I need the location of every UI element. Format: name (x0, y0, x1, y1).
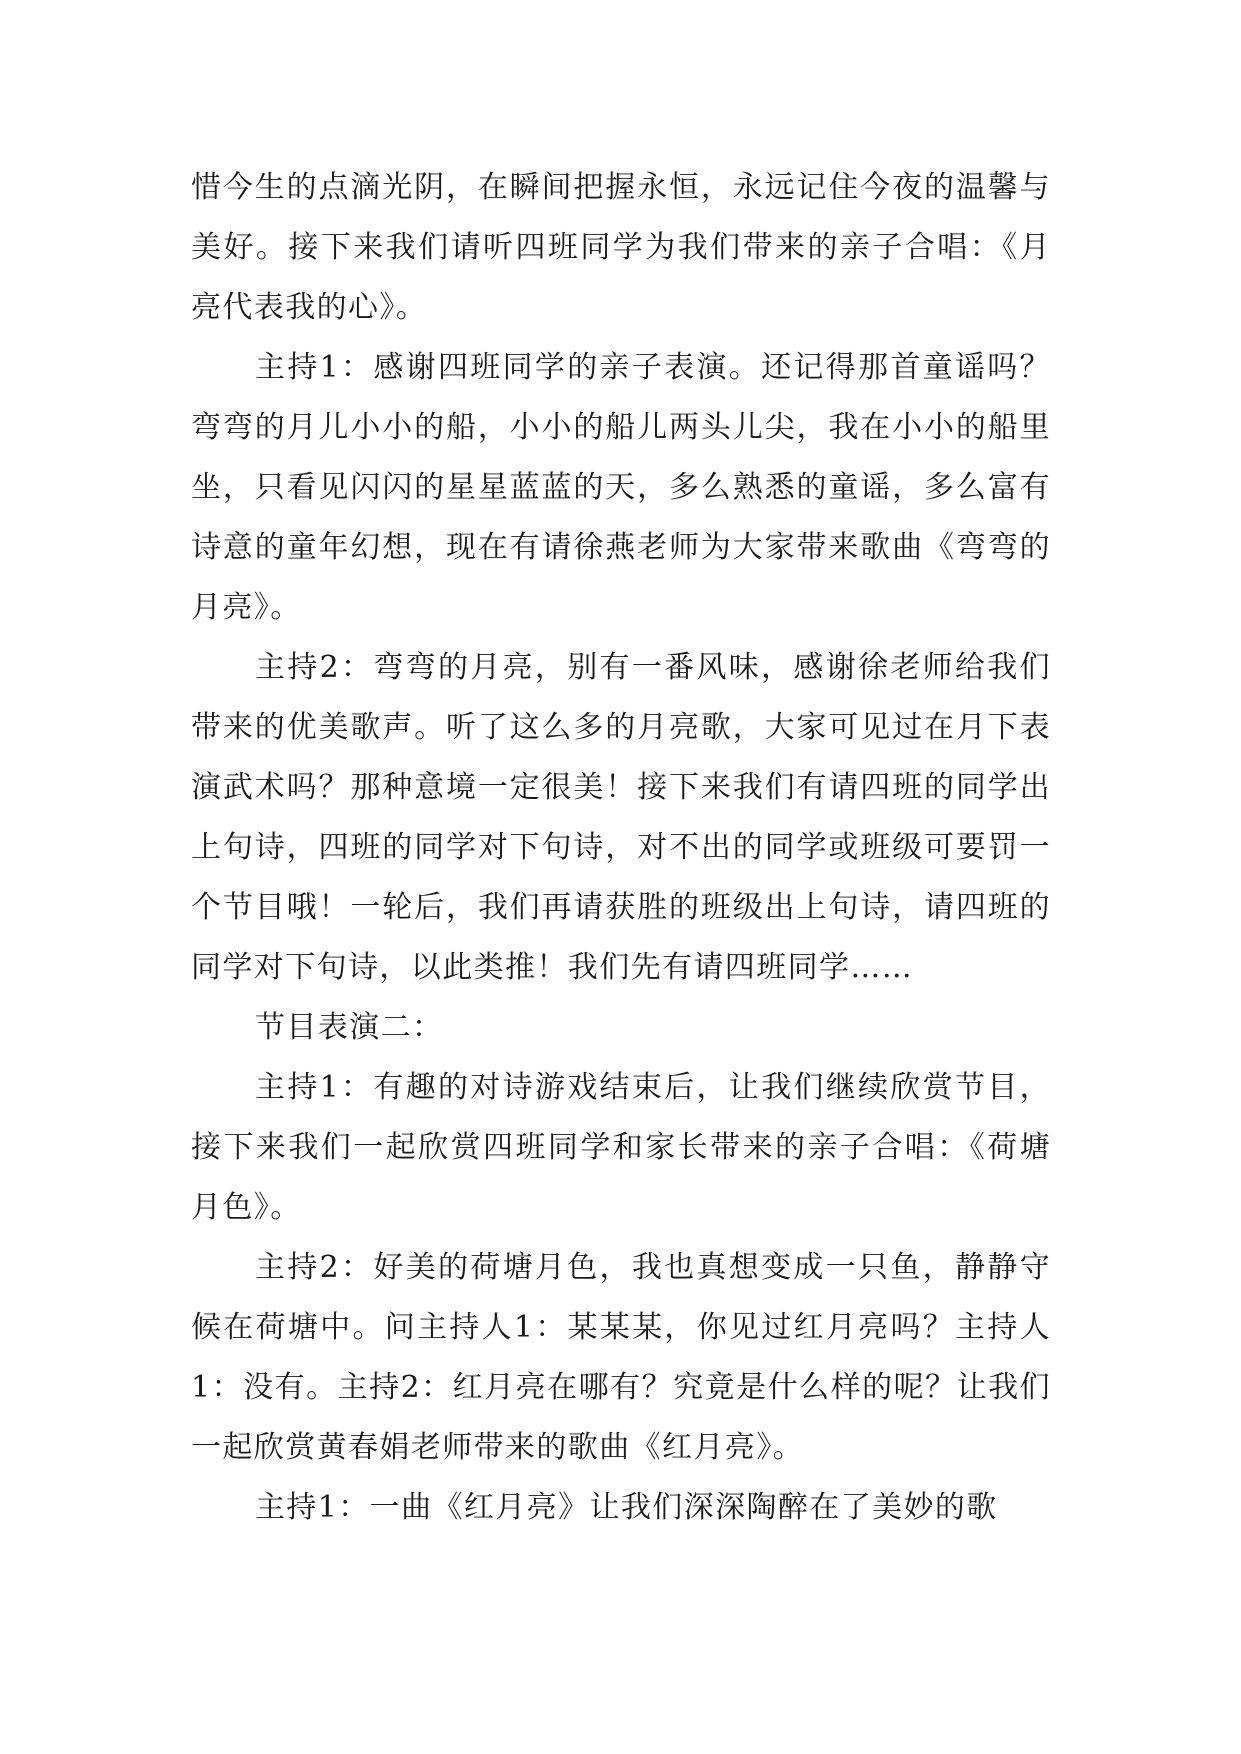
paragraph-3: 主持2：弯弯的月亮，别有一番风味，感谢徐老师给我们带来的优美歌声。听了这么多的月亮歌，大家可见过在月下表演武术吗？那种意境一定很美！接下来我们有请四班的同学出上句诗，四班的同学对下句诗，对不出的同学或班级可要罚一个节目哦！一轮后，我们再请获胜的班级出上句诗，请四班的同学对下句诗，以此类推！我们先有请四班同学…… (191, 650, 1051, 985)
paragraph-5: 主持1：有趣的对诗游戏结束后，让我们继续欣赏节目，接下来我们一起欣赏四班同学和家长带来的亲子合唱：《荷塘月色》。 (191, 1070, 1051, 1225)
document-body (191, 158, 1051, 1538)
paragraph-6: 主持2：好美的荷塘月色，我也真想变成一只鱼，静静守候在荷塘中。问主持人1：某某某，你见过红月亮吗？主持人1：没有。主持2：红月亮在哪有？究竟是什么样的呢？让我们一起欣赏黄春娟老师带来的歌曲《红月亮》。 (191, 1250, 1051, 1465)
paragraph-1: 惜今生的点滴光阴，在瞬间把握永恒，永远记住今夜的温馨与美好。接下来我们请听四班同学为我们带来的亲子合唱：《月亮代表我的心》。 (191, 170, 1051, 325)
section-heading: 节目表演二： (255, 1010, 444, 1045)
paragraph-7: 主持1：一曲《红月亮》让我们深深陶醉在了美妙的歌 (255, 1490, 998, 1525)
paragraph-2: 主持1：感谢四班同学的亲子表演。还记得那首童谣吗？弯弯的月儿小小的船，小小的船儿两头儿尖，我在小小的船里坐，只看见闪闪的星星蓝蓝的天，多么熟悉的童谣，多么富有诗意的童年幻想，现在有请徐燕老师为大家带来歌曲《弯弯的月亮》。 (191, 350, 1051, 625)
